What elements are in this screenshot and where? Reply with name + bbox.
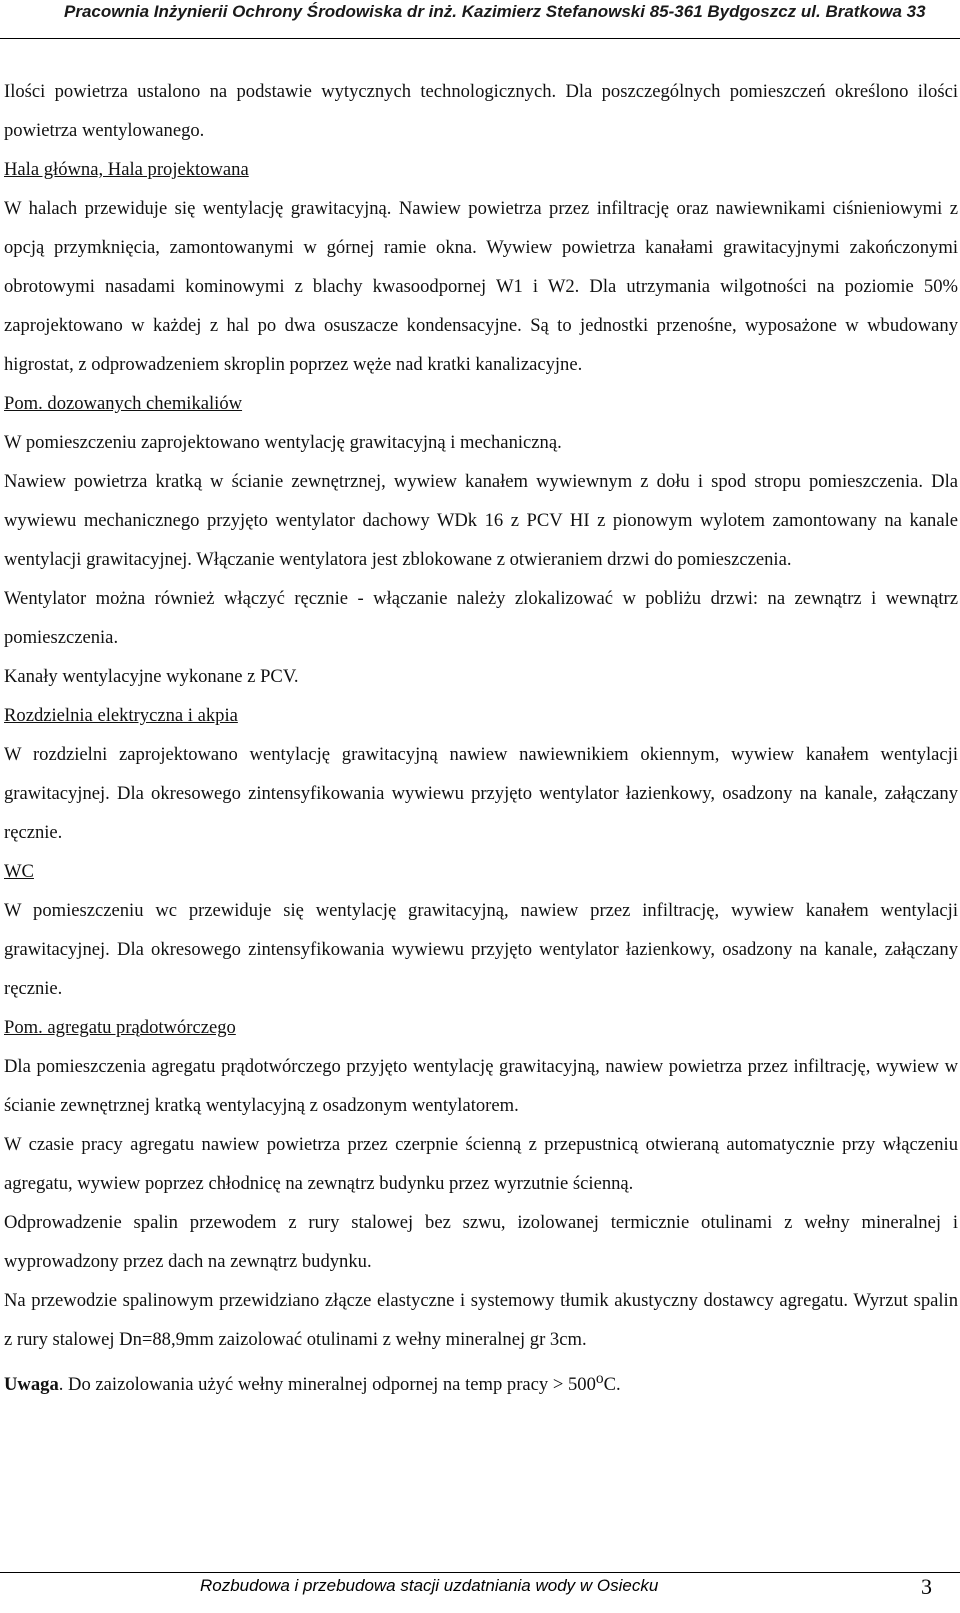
footer-title: Rozbudowa i przebudowa stacji uzdatniania wody w Osiecku xyxy=(200,1576,659,1595)
header-text: Pracownia Inżynierii Ochrony Środowiska dr inż. Kazimierz Stefanowski 85-361 Bydgoszcz ul. Bratkowa 33 xyxy=(64,2,926,21)
hala-paragraph: W halach przewiduje się wentylację grawitacyjną. Nawiew powietrza przez infiltrację oraz nawiewnikami ciśnieniowymi z opcją przymknięcia, zamontowanymi w górnej ramie okna. Wywiew powietrza kanałami grawitacyjnymi zakończonymi obrotowymi nasadami kominowymi z blachy kwasoodpornej W1 i W2. Dla utrzymania wilgotności na poziomie 50% zaprojektowano w każdej z hal po dwa osuszacze kondensacyjne. Są to jednostki przenośne, wyposażone w wbudowany higrostat, z odprowadzeniem skroplin poprzez węże nad kratki kanalizacyjne. xyxy=(4,198,958,375)
section-heading-chemikalia: Pom. dozowanych chemikaliów xyxy=(4,393,243,414)
agregat-paragraph-2: W czasie pracy agregatu nawiew powietrza przez czerpnie ścienną z przepustnicą otwieraną automatycznie przy włączeniu agregatu, wywiew poprzez chłodnicę na zewnątrz budynku przez wyrzutnie ścienną. xyxy=(4,1134,958,1194)
note-text: . Do zaizolowania użyć wełny mineralnej odpornej na temp pracy > 500 xyxy=(58,1374,596,1396)
page-header xyxy=(0,2,960,22)
note-paragraph xyxy=(4,1359,958,1404)
section-heading-rozdzielnia: Rozdzielnia elektryczna i akpia xyxy=(4,705,238,726)
section-heading-agregat: Pom. agregatu prądotwórczego xyxy=(4,1017,236,1038)
footer-rule xyxy=(0,1572,960,1573)
chemikalia-paragraph-2: Nawiew powietrza kratką w ścianie zewnętrznej, wywiew kanałem wywiewnym z dołu i spod stropu pomieszczenia. Dla wywiewu mechanicznego przyjęto wentylator dachowy WDk 16 z PCV HI z pionowym wylotem zamontowany na kanale wentylacji grawitacyjnej. Włączanie wentylatora jest zblokowane z otwieraniem drzwi do pomieszczenia. xyxy=(4,471,958,570)
chemikalia-paragraph-1: W pomieszczeniu zaprojektowano wentylację grawitacyjną i mechaniczną. xyxy=(4,432,562,453)
chemikalia-paragraph-4: Kanały wentylacyjne wykonane z PCV. xyxy=(4,666,299,687)
section-heading-wc: WC xyxy=(4,861,34,882)
agregat-paragraph-4: Na przewodzie spalinowym przewidziano złącze elastyczne i systemowy tłumik akustyczny dostawcy agregatu. Wyrzut spalin z rury stalowej Dn=88,9mm zaizolować otulinami z wełny mineralnej gr 3cm. xyxy=(4,1290,958,1350)
agregat-paragraph-1: Dla pomieszczenia agregatu prądotwórczego przyjęto wentylację grawitacyjną, nawiew powietrza przez infiltrację, wywiew w ścianie zewnętrznej kratką wentylacyjną z osadzonym wentylatorem. xyxy=(4,1056,958,1116)
document-body xyxy=(4,72,958,1404)
agregat-paragraph-3: Odprowadzenie spalin przewodem z rury stalowej bez szwu, izolowanej termicznie otulinami z wełny mineralnej i wyprowadzony przez dach na zewnątrz budynku. xyxy=(4,1212,958,1272)
note-label: Uwaga xyxy=(4,1374,59,1396)
section-heading-hala: Hala główna, Hala projektowana xyxy=(4,159,249,180)
header-rule xyxy=(0,38,960,39)
intro-paragraph: Ilości powietrza ustalono na podstawie wytycznych technologicznych. Dla poszczególnych pomieszczeń określono ilości powietrza wentylowanego. xyxy=(4,81,958,141)
note-degree-sup: o xyxy=(595,1370,604,1387)
page-footer xyxy=(0,1572,960,1612)
rozdzielnia-paragraph: W rozdzielni zaprojektowano wentylację grawitacyjną nawiew nawiewnikiem okiennym, wywiew kanałem wentylacji grawitacyjnej. Dla okresowego zintensyfikowania wywiewu przyjęto wentylator łazienkowy, osadzony na kanale, załączany ręcznie. xyxy=(4,744,958,843)
chemikalia-paragraph-3: Wentylator można również włączyć ręcznie - włączanie należy zlokalizować w pobliżu drzwi: na zewnątrz i wewnątrz pomieszczenia. xyxy=(4,588,958,648)
page-number: 3 xyxy=(921,1574,932,1599)
note-text-unit: C. xyxy=(603,1374,621,1396)
wc-paragraph: W pomieszczeniu wc przewiduje się wentylację grawitacyjną, nawiew przez infiltrację, wywiew kanałem wentylacji grawitacyjnej. Dla okresowego zintensyfikowania wywiewu przyjęto wentylator łazienkowy, osadzony na kanale, załączany ręcznie. xyxy=(4,900,958,999)
